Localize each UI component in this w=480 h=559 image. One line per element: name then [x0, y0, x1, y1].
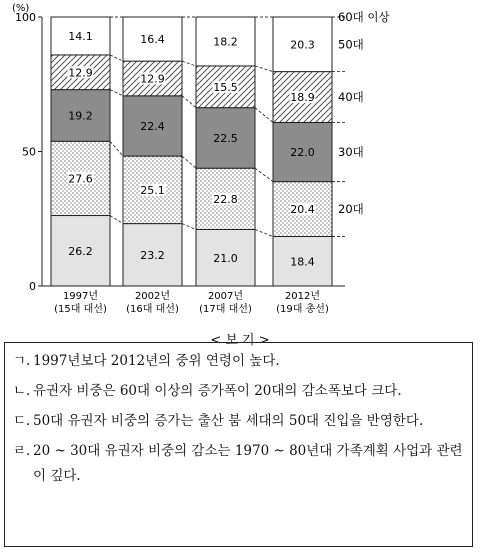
boki-item-2: [13, 379, 464, 404]
x-tick-year: 2012년: [284, 291, 321, 302]
data-label: 18.4: [290, 255, 315, 269]
data-label: 20.3: [290, 38, 315, 52]
data-label: 12.9: [68, 66, 93, 80]
connector-line: [182, 224, 196, 230]
x-tick-election: (15대 대선): [54, 304, 107, 315]
boki-mark-3: ㄷ.: [13, 413, 31, 429]
data-label: 19.2: [68, 109, 93, 123]
connector-line: [110, 141, 123, 156]
legend-series-label: 30대: [338, 145, 364, 160]
boki-mark-1: ㄱ.: [13, 353, 31, 369]
x-tick-year: 1997년: [62, 291, 99, 302]
connector-line: [255, 108, 273, 123]
data-label: 26.2: [68, 244, 93, 258]
data-label: 18.9: [290, 91, 315, 105]
boki-box: [4, 342, 473, 547]
boki-mark-4: ㄹ.: [13, 443, 31, 459]
boki-item-3: [13, 409, 464, 434]
y-tick-label: 0: [29, 280, 36, 293]
data-label: 22.8: [213, 192, 238, 206]
boki-item-1: [13, 349, 464, 374]
data-label: 16.4: [140, 33, 165, 47]
data-label: 18.2: [213, 35, 238, 49]
boki-item-4: [13, 439, 464, 489]
boki-text-2: 유권자 비중은 60대 이상의 증가폭이 20대의 감소폭보다 크다.: [33, 383, 402, 399]
connector-line: [255, 168, 273, 181]
y-tick-label: 100: [15, 11, 36, 24]
data-label: 22.5: [213, 131, 238, 145]
connector-line: [110, 216, 123, 224]
legend-series-label: 60대 이상: [338, 10, 390, 24]
data-label: 12.9: [140, 72, 165, 86]
boki-title: < 보 기 >: [210, 333, 270, 348]
boki-text-1: 1997년보다 2012년의 중위 연령이 높다.: [33, 353, 280, 369]
y-unit-label: (%): [12, 3, 30, 14]
x-tick-year: 2002년: [134, 291, 171, 302]
x-tick-election: (16대 대선): [126, 304, 179, 315]
legend-series-label: 40대: [338, 90, 364, 105]
connector-line: [255, 66, 273, 72]
boki-mark-2: ㄴ.: [13, 383, 31, 399]
data-label: 22.0: [290, 146, 315, 160]
data-label: 23.2: [140, 248, 165, 262]
data-label: 20.4: [290, 203, 315, 217]
x-tick-year: 2007년: [207, 291, 244, 302]
boki-text-4: 20 ~ 30대 유권자 비중의 감소는 1970 ~ 80년대 가족계획 사업과 관련이 깊다.: [33, 443, 463, 484]
boki-text-3: 50대 유권자 비중의 증가는 출산 붐 세대의 50대 진입을 반영한다.: [33, 413, 424, 429]
connector-line: [182, 96, 196, 108]
x-tick-election: (19대 총선): [276, 304, 329, 315]
data-label: 25.1: [140, 183, 165, 197]
data-label: 22.4: [140, 119, 165, 133]
data-label: 27.6: [68, 172, 93, 186]
data-label: 15.5: [213, 80, 238, 94]
connector-line: [255, 230, 273, 237]
x-tick-election: (17대 대선): [199, 304, 252, 315]
legend-series-label: 20대: [338, 202, 364, 217]
connector-line: [182, 156, 196, 168]
data-label: 21.0: [213, 251, 238, 265]
connector-line: [182, 61, 196, 66]
y-tick-label: 50: [22, 145, 36, 159]
connector-line: [110, 90, 123, 96]
data-label: 14.1: [68, 29, 93, 43]
connector-line: [110, 55, 123, 61]
legend-series-label: 50대: [338, 37, 364, 52]
